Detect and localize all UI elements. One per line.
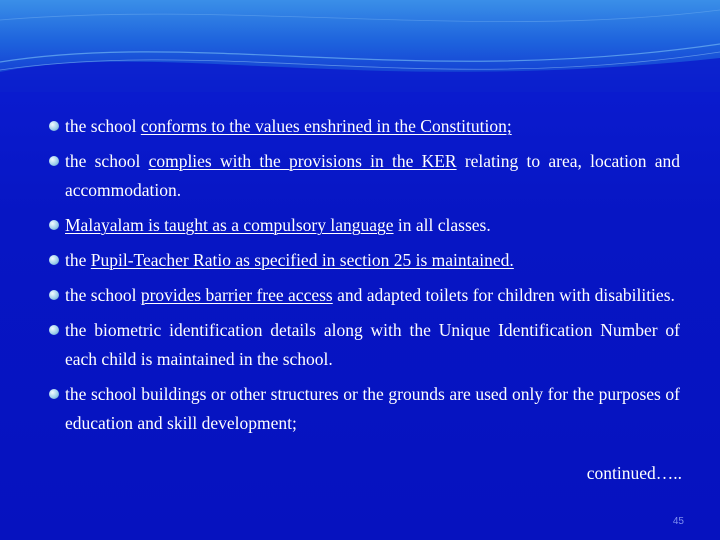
list-item <box>48 281 680 310</box>
bullet-text: the Pupil-Teacher Ratio as specified in section 25 is maintained. <box>65 250 514 270</box>
page-number: 45 <box>672 516 684 527</box>
bullet-icon <box>49 255 59 265</box>
bullet-text: the school provides barrier free access and adapted toilets for children with disabilities. <box>65 285 675 305</box>
list-item <box>48 147 680 205</box>
bullet-icon <box>49 156 59 166</box>
bullet-text: the school conforms to the values enshrined in the Constitution; <box>65 116 512 136</box>
bullet-icon <box>49 290 59 300</box>
list-item <box>48 316 680 374</box>
continued-label: continued….. <box>586 463 682 483</box>
list-item <box>48 380 680 438</box>
header-wave-decoration <box>0 0 720 92</box>
bullet-text: the school complies with the provisions in the KER relating to area, location and accommodation. <box>65 151 680 200</box>
bullet-icon <box>49 389 59 399</box>
list-item <box>48 112 680 141</box>
bullet-icon <box>49 220 59 230</box>
bullet-icon <box>49 325 59 335</box>
bullet-list <box>48 112 680 438</box>
list-item <box>48 246 680 275</box>
list-item <box>48 211 680 240</box>
bullet-text: the school buildings or other structures or the grounds are used only for the purposes of education and skill development; <box>65 384 680 433</box>
bullet-text: the biometric identification details along with the Unique Identification Number of each child is maintained in the school. <box>65 320 680 369</box>
bullet-icon <box>49 121 59 131</box>
header-band <box>0 0 720 92</box>
bullet-text: Malayalam is taught as a compulsory language in all classes. <box>65 215 491 235</box>
